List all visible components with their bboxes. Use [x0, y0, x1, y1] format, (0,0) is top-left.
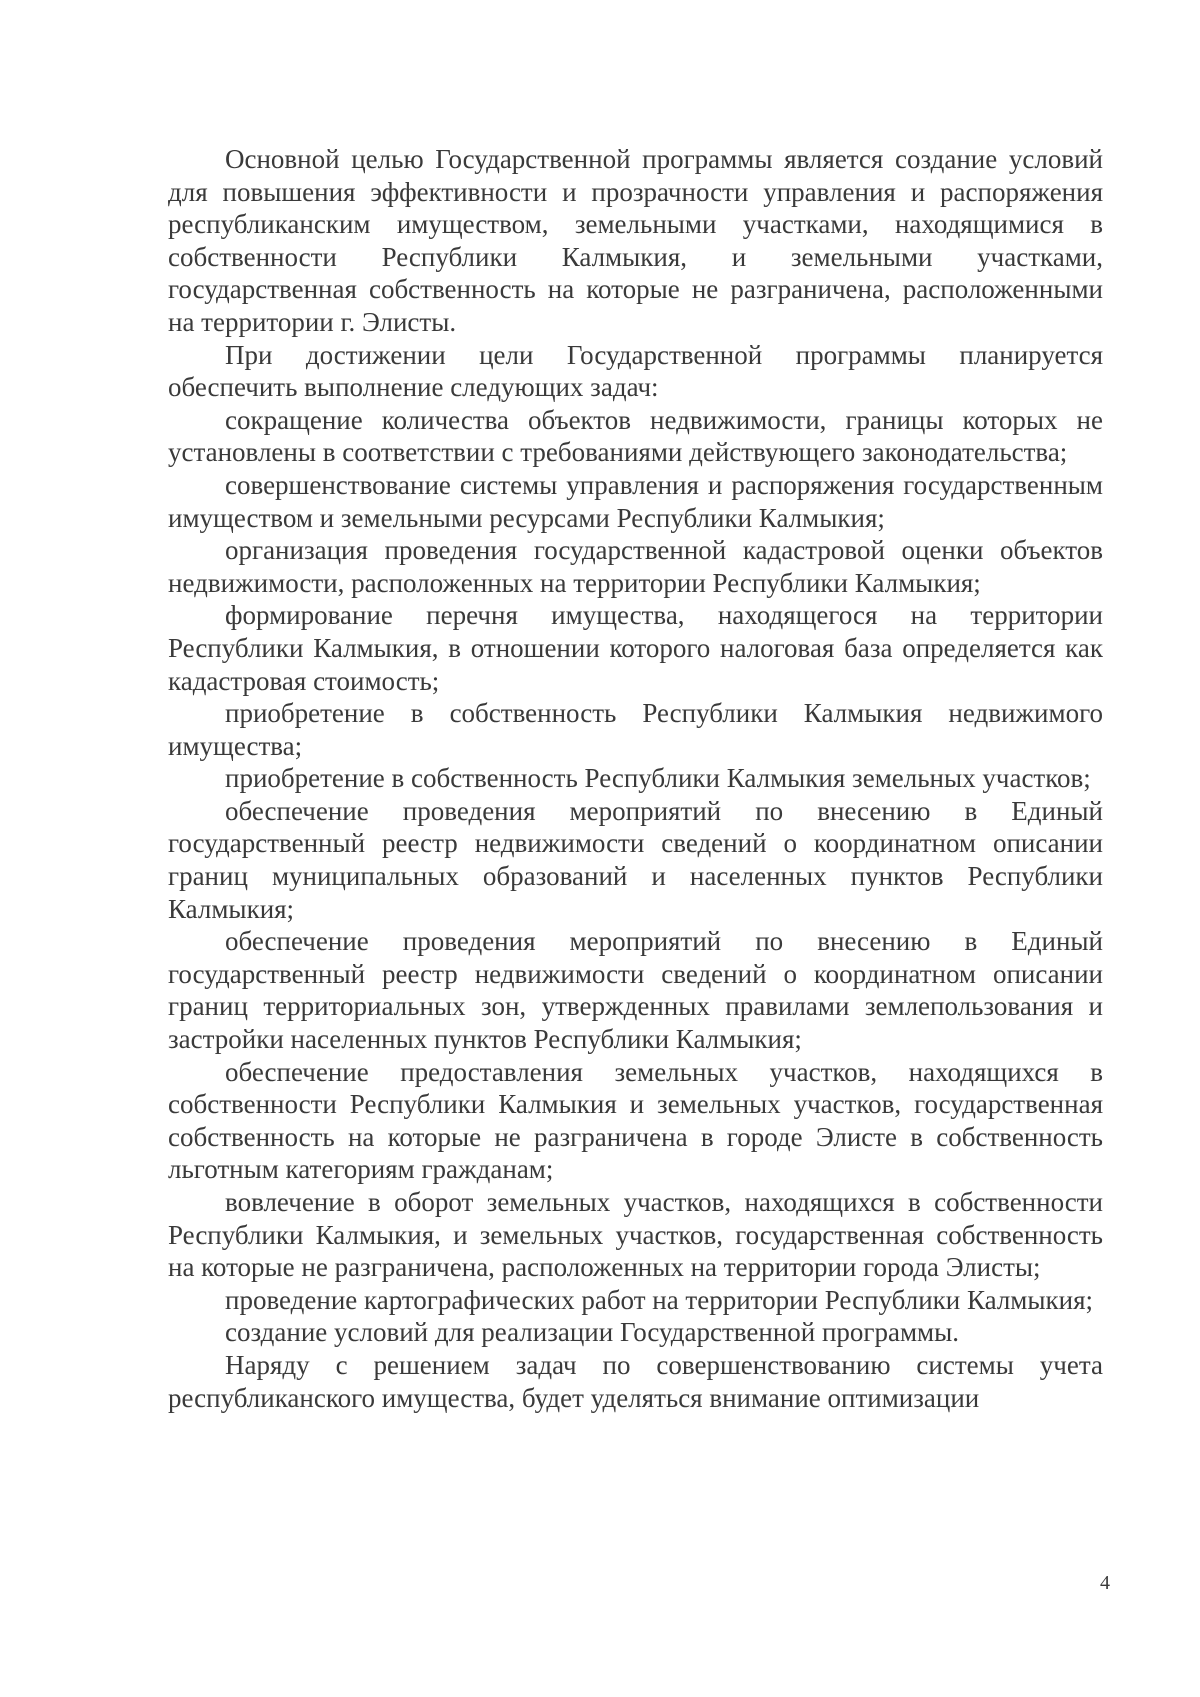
body-text	[168, 143, 1103, 1414]
paragraph: При достижении цели Государственной программы планируется обеспечить выполнение следующих задач:	[168, 339, 1103, 403]
list-item: приобретение в собственность Республики Калмыкия земельных участков;	[225, 763, 1091, 794]
list-item: проведение картографических работ на территории Республики Калмыкия;	[225, 1284, 1094, 1315]
list-item: вовлечение в оборот земельных участков, находящихся в собственности Республики Калмыкия, и земельных участков, государственная собственность на которые не разграничена, расположенных на территории города Элисты;	[168, 1187, 1103, 1283]
list-item: формирование перечня имущества, находящегося на территории Республики Калмыкия, в отношении которого налоговая база определяется как кадастровая стоимость;	[168, 600, 1103, 696]
list-item: обеспечение предоставления земельных участков, находящихся в собственности Республики Калмыкия и земельных участков, государственная собственность на которые не разграничена в городе Элисте в собственность льготным категориям гражданам;	[168, 1056, 1103, 1185]
list-item: совершенствование системы управления и распоряжения государственным имуществом и земельными ресурсами Республики Калмыкия;	[168, 469, 1103, 533]
list-item: сокращение количества объектов недвижимости, границы которых не установлены в соответствии с требованиями действующего законодательства;	[168, 404, 1103, 468]
list-item: создание условий для реализации Государственной программы.	[225, 1317, 960, 1348]
paragraph: Основной целью Государственной программы является создание условий для повышения эффективности и прозрачности управления и распоряжения республиканским имуществом, земельными участками, находящимися в собственности Республики Калмыкия, и земельными участками, государственная собственность на которые не разграничена, расположенными на территории г. Элисты.	[168, 144, 1103, 337]
list-item: обеспечение проведения мероприятий по внесению в Единый государственный реестр недвижимости сведений о координатном описании границ территориальных зон, утвержденных правилами землепользования и застройки населенных пунктов Республики Калмыкия;	[168, 926, 1103, 1055]
paragraph: Наряду с решением задач по совершенствованию системы учета республиканского имущества, будет уделяться внимание оптимизации	[168, 1349, 1103, 1413]
list-item: обеспечение проведения мероприятий по внесению в Единый государственный реестр недвижимости сведений о координатном описании границ муниципальных образований и населенных пунктов Республики Калмыкия;	[168, 795, 1103, 924]
page-number: 4	[1100, 1572, 1110, 1594]
list-item: организация проведения государственной кадастровой оценки объектов недвижимости, расположенных на территории Республики Калмыкия;	[168, 535, 1103, 598]
list-item: приобретение в собственность Республики Калмыкия недвижимого имущества;	[168, 698, 1103, 761]
